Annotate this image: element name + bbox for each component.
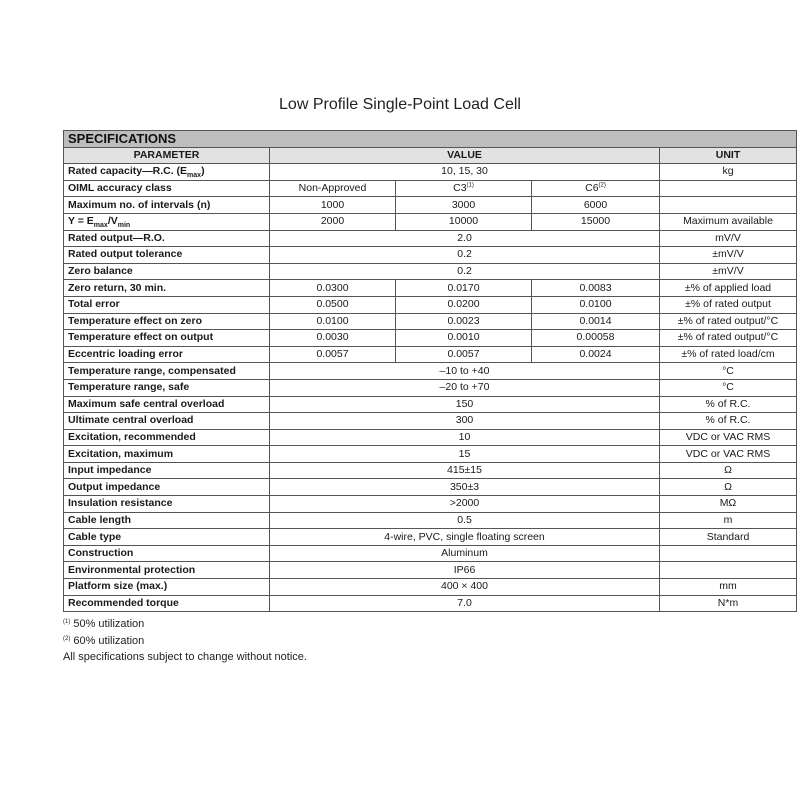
- section-header-row: [64, 131, 797, 148]
- unit-cell: mV/V: [660, 230, 797, 247]
- table-row: [64, 396, 797, 413]
- table-row: [64, 230, 797, 247]
- table-row: [64, 462, 797, 479]
- footnote-mark: (2): [63, 635, 71, 642]
- value-cell: 0.00058: [532, 330, 660, 347]
- unit-cell: VDC or VAC RMS: [660, 446, 797, 463]
- section-title: SPECIFICATIONS: [64, 131, 797, 148]
- unit-cell: ±% of rated output: [660, 296, 797, 313]
- unit-cell: Maximum available: [660, 213, 797, 230]
- param-label: Platform size (max.): [64, 579, 270, 596]
- param-label: Temperature range, safe: [64, 379, 270, 396]
- value-cell: 4-wire, PVC, single floating screen: [270, 529, 660, 546]
- value-cell: 0.2: [270, 247, 660, 264]
- value-cell: 15000: [532, 213, 660, 230]
- param-label-main: Rated capacity—R.C. (E: [68, 165, 188, 178]
- value-cell: –10 to +40: [270, 363, 660, 380]
- param-label: Output impedance: [64, 479, 270, 496]
- param-label: Construction: [64, 545, 270, 562]
- table-row: [64, 197, 797, 214]
- unit-cell: Ω: [660, 479, 797, 496]
- param-label: Insulation resistance: [64, 496, 270, 513]
- value-cell: 3000: [396, 197, 532, 214]
- value-cell: Non-Approved: [270, 180, 396, 197]
- param-label-sub: max: [187, 172, 202, 180]
- param-label: Maximum safe central overload: [64, 396, 270, 413]
- param-label: Temperature effect on output: [64, 330, 270, 347]
- value-cell: 415±15: [270, 462, 660, 479]
- value-cell: >2000: [270, 496, 660, 513]
- unit-cell: VDC or VAC RMS: [660, 429, 797, 446]
- table-row: [64, 379, 797, 396]
- param-label: Recommended torque: [64, 595, 270, 612]
- param-label: Input impedance: [64, 462, 270, 479]
- table-row: [64, 479, 797, 496]
- unit-cell: kg: [660, 164, 797, 181]
- param-label: Temperature range, compensated: [64, 363, 270, 380]
- unit-cell: °C: [660, 363, 797, 380]
- unit-cell: [660, 197, 797, 214]
- value-cell: 7.0: [270, 595, 660, 612]
- specifications-table: [63, 130, 797, 612]
- unit-cell: ±mV/V: [660, 247, 797, 264]
- page-title: Low Profile Single-Point Load Cell: [279, 96, 521, 113]
- table-row: [64, 545, 797, 562]
- value-text: C6: [585, 182, 599, 195]
- footnote-1: [63, 616, 307, 633]
- unit-cell: N*m: [660, 595, 797, 612]
- unit-cell: Ω: [660, 462, 797, 479]
- table-row: [64, 313, 797, 330]
- footnote-ref: (1): [466, 182, 474, 189]
- param-label: [64, 213, 270, 230]
- table-row: [64, 363, 797, 380]
- value-cell: 10, 15, 30: [270, 164, 660, 181]
- footnote-text: 60% utilization: [73, 634, 145, 647]
- header-value: VALUE: [270, 147, 660, 164]
- footnote-ref: (2): [598, 182, 606, 189]
- value-cell: 0.0170: [396, 280, 532, 297]
- param-label: Total error: [64, 296, 270, 313]
- disclaimer: All specifications subject to change without notice.: [63, 651, 307, 663]
- param-label-part: Y = E: [68, 215, 94, 228]
- param-label: Zero return, 30 min.: [64, 280, 270, 297]
- unit-cell: ±% of rated output/°C: [660, 313, 797, 330]
- header-parameter: PARAMETER: [64, 147, 270, 164]
- unit-cell: [660, 545, 797, 562]
- table-row: [64, 529, 797, 546]
- unit-cell: % of R.C.: [660, 413, 797, 430]
- value-cell: 0.0010: [396, 330, 532, 347]
- value-cell: 0.0057: [396, 346, 532, 363]
- param-label: Rated output—R.O.: [64, 230, 270, 247]
- unit-cell: °C: [660, 379, 797, 396]
- table-row: [64, 247, 797, 264]
- table-row: [64, 180, 797, 197]
- value-cell: 6000: [532, 197, 660, 214]
- table-row: [64, 330, 797, 347]
- param-label: Ultimate central overload: [64, 413, 270, 430]
- unit-cell: Standard: [660, 529, 797, 546]
- table-row: [64, 562, 797, 579]
- value-cell: 10000: [396, 213, 532, 230]
- value-cell: IP66: [270, 562, 660, 579]
- footnote-text: 50% utilization: [73, 618, 145, 630]
- param-label: Maximum no. of intervals (n): [64, 197, 270, 214]
- table-row: [64, 429, 797, 446]
- table-row: [64, 296, 797, 313]
- value-cell: 0.0030: [270, 330, 396, 347]
- param-label: OIML accuracy class: [64, 180, 270, 197]
- unit-cell: [660, 180, 797, 197]
- param-label-sub: max: [93, 222, 108, 230]
- footnotes: [63, 616, 307, 666]
- value-cell: 150: [270, 396, 660, 413]
- param-label: Excitation, maximum: [64, 446, 270, 463]
- table-row: [64, 595, 797, 612]
- table-row: [64, 213, 797, 230]
- value-cell: 0.0200: [396, 296, 532, 313]
- value-cell: 0.0023: [396, 313, 532, 330]
- value-cell: 2000: [270, 213, 396, 230]
- value-cell: 0.2: [270, 263, 660, 280]
- param-label: Eccentric loading error: [64, 346, 270, 363]
- value-cell: 2.0: [270, 230, 660, 247]
- param-label: Environmental protection: [64, 562, 270, 579]
- param-label: Temperature effect on zero: [64, 313, 270, 330]
- table-row: [64, 512, 797, 529]
- unit-cell: ±mV/V: [660, 263, 797, 280]
- param-label-part: /V: [107, 215, 118, 228]
- value-cell: 15: [270, 446, 660, 463]
- value-cell: 0.0300: [270, 280, 396, 297]
- value-cell: 400 × 400: [270, 579, 660, 596]
- param-label: Excitation, recommended: [64, 429, 270, 446]
- value-cell: 10: [270, 429, 660, 446]
- param-label: Cable type: [64, 529, 270, 546]
- value-cell: 0.0100: [270, 313, 396, 330]
- table-row: [64, 579, 797, 596]
- table-row: [64, 263, 797, 280]
- value-cell: 300: [270, 413, 660, 430]
- value-cell: 0.0100: [532, 296, 660, 313]
- value-text: C3: [453, 182, 467, 195]
- value-cell: 0.0083: [532, 280, 660, 297]
- value-cell: 0.0500: [270, 296, 396, 313]
- footnote-2: [63, 633, 307, 650]
- unit-cell: mm: [660, 579, 797, 596]
- param-label-tail: ): [201, 165, 205, 178]
- table-row: [64, 346, 797, 363]
- table-row: [64, 280, 797, 297]
- value-cell: 0.5: [270, 512, 660, 529]
- param-label: [64, 164, 270, 181]
- value-cell: –20 to +70: [270, 379, 660, 396]
- column-header-row: [64, 147, 797, 164]
- unit-cell: % of R.C.: [660, 396, 797, 413]
- table-row: [64, 446, 797, 463]
- param-label: Zero balance: [64, 263, 270, 280]
- unit-cell: ±% of applied load: [660, 280, 797, 297]
- value-cell: 0.0014: [532, 313, 660, 330]
- unit-cell: ±% of rated output/°C: [660, 330, 797, 347]
- param-label: Rated output tolerance: [64, 247, 270, 264]
- value-cell: [396, 180, 532, 197]
- table-row: [64, 164, 797, 181]
- value-cell: Aluminum: [270, 545, 660, 562]
- param-label: Cable length: [64, 512, 270, 529]
- value-cell: 350±3: [270, 479, 660, 496]
- table-row: [64, 496, 797, 513]
- table-row: [64, 413, 797, 430]
- unit-cell: MΩ: [660, 496, 797, 513]
- param-label-sub: min: [117, 222, 131, 230]
- value-cell: 0.0024: [532, 346, 660, 363]
- unit-cell: [660, 562, 797, 579]
- footnote-mark: (1): [63, 619, 71, 625]
- unit-cell: ±% of rated load/cm: [660, 346, 797, 363]
- value-cell: 1000: [270, 197, 396, 214]
- value-cell: [532, 180, 660, 197]
- unit-cell: m: [660, 512, 797, 529]
- value-cell: 0.0057: [270, 346, 396, 363]
- header-unit: UNIT: [660, 147, 797, 164]
